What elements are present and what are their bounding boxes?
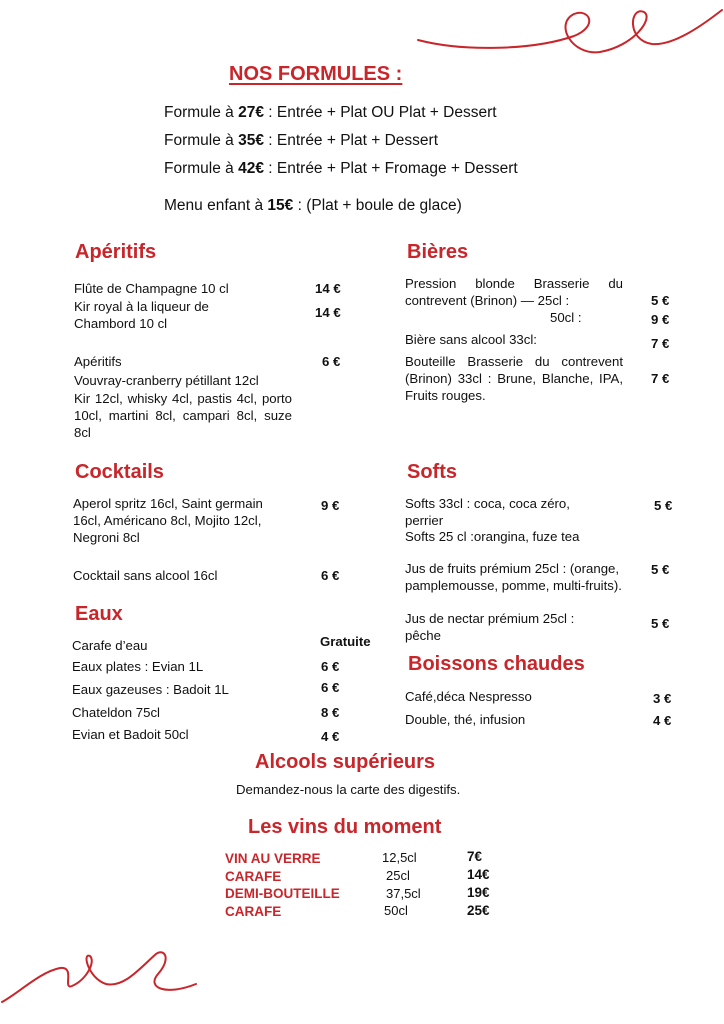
boissons-chaudes-title: Boissons chaudes bbox=[408, 653, 585, 675]
menu-item-price: 14 € bbox=[315, 305, 341, 320]
menu-item-price: 7 € bbox=[651, 336, 670, 351]
bieres-title: Bières bbox=[407, 241, 469, 263]
menu-item-name: 50cl : bbox=[550, 310, 582, 325]
wine-item-name: CARAFE bbox=[225, 869, 282, 884]
menu-item-name: Carafe d’eau bbox=[72, 638, 148, 653]
menu-item-name: Softs 25 cl :orangina, fuze tea bbox=[405, 529, 580, 544]
formule-line: Formule à 27€ : Entrée + Plat OU Plat + Dessert bbox=[164, 104, 497, 121]
menu-item-price: 3 € bbox=[653, 691, 672, 706]
wine-item-price: 19€ bbox=[467, 885, 490, 900]
wine-item-volume: 50cl bbox=[384, 903, 408, 918]
menu-item-price: 6 € bbox=[321, 568, 340, 583]
wine-item-price: 25€ bbox=[467, 903, 490, 918]
menu-item-name: Chateldon 75cl bbox=[72, 705, 160, 720]
menu-item-price: 5 € bbox=[654, 498, 673, 513]
menu-item-name: Jus de nectar prémium 25cl : pêche bbox=[405, 611, 575, 643]
menu-item-price: 6 € bbox=[321, 680, 340, 695]
menu-item-name: Softs 33cl : coca, coca zéro, perrier bbox=[405, 496, 570, 528]
wine-item-name: CARAFE bbox=[225, 904, 282, 919]
wine-item-name: DEMI-BOUTEILLE bbox=[225, 886, 340, 901]
softs-title: Softs bbox=[407, 461, 457, 483]
wine-item-price: 14€ bbox=[467, 867, 490, 882]
formule-line: Formule à 42€ : Entrée + Plat + Fromage + Dessert bbox=[164, 160, 518, 177]
wine-item-name: VIN AU VERRE bbox=[225, 851, 321, 866]
menu-item-name: Bière sans alcool 33cl: bbox=[405, 332, 537, 347]
menu-item-price: 9 € bbox=[651, 312, 670, 327]
menu-item-price: 8 € bbox=[321, 705, 340, 720]
menu-item-price: 5 € bbox=[651, 562, 670, 577]
menu-item-price: 9 € bbox=[321, 498, 340, 513]
menu-item-name: Eaux gazeuses : Badoit 1L bbox=[72, 682, 229, 697]
menu-item-name: Aperol spritz 16cl, Saint germain 16cl, Américano 8cl, Mojito 12cl, Negroni 8cl bbox=[73, 496, 263, 545]
alcools-title: Alcools supérieurs bbox=[255, 751, 436, 773]
menu-item-name: Pression blonde Brasserie du contrevent (Brinon) — 25cl : bbox=[405, 276, 623, 308]
menu-item-name: Evian et Badoit 50cl bbox=[72, 727, 189, 742]
menu-item-name: Cocktail sans alcool 16cl bbox=[73, 568, 218, 583]
menu-item-name: Vouvray-cranberry pétillant 12cl bbox=[74, 373, 259, 388]
menu-item-price: Gratuite bbox=[320, 634, 371, 649]
menu-item-price: 14 € bbox=[315, 281, 341, 296]
wine-item-volume: 37,5cl bbox=[386, 886, 421, 901]
menu-item-name: Bouteille Brasserie du contrevent (Brinon) 33cl : Brune, Blanche, IPA, Fruits rouges. bbox=[405, 354, 623, 403]
formule-line: Formule à 35€ : Entrée + Plat + Dessert bbox=[164, 132, 438, 149]
menu-item-name: Kir royal à la liqueur de Chambord 10 cl bbox=[74, 299, 209, 331]
vins-title: Les vins du moment bbox=[248, 816, 442, 838]
menu-item-price: 6 € bbox=[322, 354, 341, 369]
menu-item-name: Flûte de Champagne 10 cl bbox=[74, 281, 229, 296]
eaux-title: Eaux bbox=[75, 603, 123, 625]
menu-item-name: Jus de fruits prémium 25cl : (orange, pamplemousse, pomme, multi-fruits). bbox=[405, 561, 622, 593]
swirl-bottom-decoration bbox=[0, 944, 200, 1024]
swirl-top-decoration bbox=[404, 0, 724, 70]
menu-item-name: Kir 12cl, whisky 4cl, pastis 4cl, porto 10cl, martini 8cl, campari 8cl, suze 8cl bbox=[74, 391, 292, 440]
wine-item-volume: 25cl bbox=[386, 868, 410, 883]
cocktails-title: Cocktails bbox=[75, 461, 164, 483]
alcools-subtitle: Demandez-nous la carte des digestifs. bbox=[236, 782, 461, 797]
menu-item-price: 5 € bbox=[651, 293, 670, 308]
menu-item-name: Eaux plates : Evian 1L bbox=[72, 659, 204, 674]
formules-title: NOS FORMULES : bbox=[229, 63, 403, 85]
wine-item-volume: 12,5cl bbox=[382, 850, 417, 865]
wine-item-price: 7€ bbox=[467, 849, 483, 864]
menu-item-price: 5 € bbox=[651, 616, 670, 631]
menu-item-price: 4 € bbox=[321, 729, 340, 744]
menu-item-price: 6 € bbox=[321, 659, 340, 674]
aperitifs-title: Apéritifs bbox=[75, 241, 157, 263]
menu-item-name: Apéritifs bbox=[74, 354, 122, 369]
menu-item-name: Double, thé, infusion bbox=[405, 712, 526, 727]
menu-enfant-line: Menu enfant à 15€ : (Plat + boule de glace) bbox=[164, 197, 462, 214]
menu-item-price: 4 € bbox=[653, 713, 672, 728]
menu-item-price: 7 € bbox=[651, 371, 670, 386]
menu-item-name: Café,déca Nespresso bbox=[405, 689, 532, 704]
